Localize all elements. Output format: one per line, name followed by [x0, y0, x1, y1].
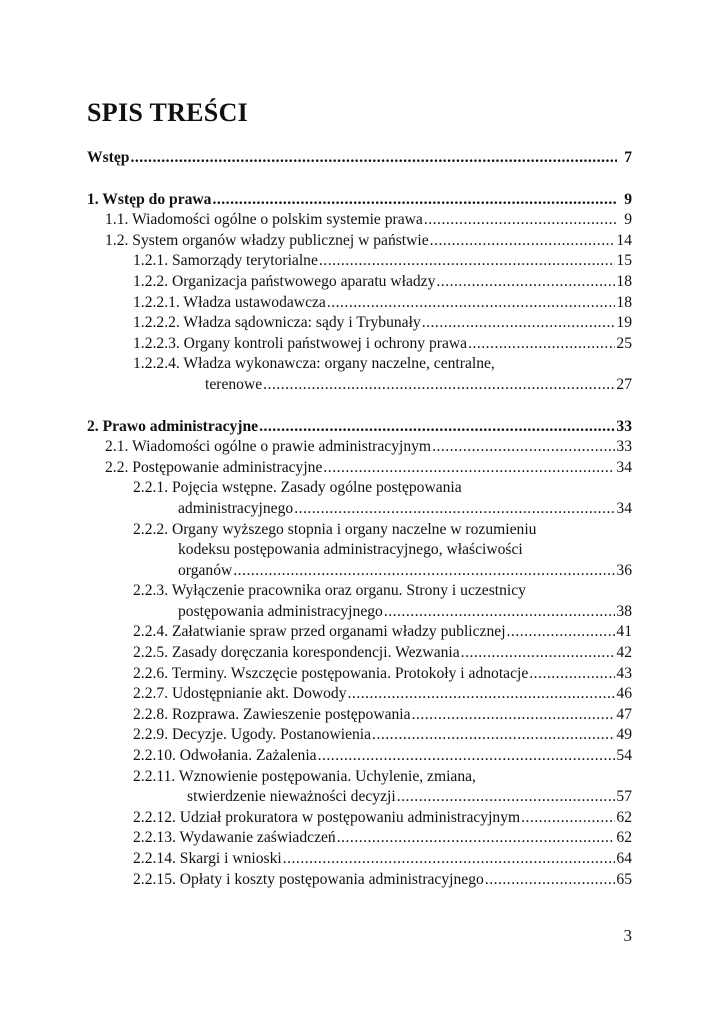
toc-entry-row	[133, 293, 632, 314]
dot-leader	[397, 787, 616, 808]
toc-entry	[87, 767, 632, 808]
toc-entry-text: 1.2. System organów władzy publicznej w państwie	[105, 231, 429, 249]
toc-entry-text: 2.2.3. Wyłączenie pracownika oraz organu. Strony i uczestnicy	[133, 582, 526, 600]
toc-entry-row	[133, 787, 632, 808]
toc-page-number: 7	[624, 149, 632, 166]
toc-entry-text: 2.2.8. Rozprawa. Zawieszenie postępowania	[133, 705, 411, 723]
toc-page-number: 9	[624, 211, 632, 229]
toc-entry-row	[105, 210, 632, 231]
toc-entry-row	[133, 849, 632, 870]
toc-entry	[87, 231, 632, 252]
dot-leader	[337, 828, 616, 849]
toc-page-number: 42	[616, 644, 632, 662]
toc-entry-text: 2.2.7. Udostępnianie akt. Dowody	[133, 685, 347, 703]
dot-leader	[372, 725, 615, 746]
toc-page-number: 64	[616, 850, 632, 867]
toc-entry-text: 1.2.2. Organizacja państwowego aparatu władzy	[133, 272, 436, 290]
dot-leader	[212, 190, 617, 211]
toc-entry-text: 2.2.4. Załatwianie spraw przed organami władzy publicznej	[133, 623, 506, 641]
toc-entry-text: 2.2.2. Organy wyższego stopnia i organy naczelne w rozumieniu	[133, 520, 537, 538]
page-title: SPIS TREŚCI	[87, 98, 249, 127]
toc-entry-row	[133, 684, 632, 705]
dot-leader	[422, 313, 616, 334]
toc-page-number: 18	[616, 293, 632, 311]
toc-entry	[87, 808, 632, 829]
toc-entry-row	[133, 561, 632, 582]
toc-entry	[87, 725, 632, 746]
dot-leader	[468, 334, 615, 355]
toc-page-number: 47	[616, 705, 632, 723]
dot-leader	[323, 458, 615, 479]
toc-entry-row	[133, 313, 632, 334]
toc-entry	[87, 210, 632, 231]
toc-entry-text: 2.2.1. Pojęcia wstępne. Zasady ogólne postępowania	[133, 479, 462, 497]
toc-entry	[87, 622, 632, 643]
toc-entry-row	[87, 190, 632, 211]
toc-entry-text: 2.2.11. Wznowienie postępowania. Uchylenie, zmiana,	[133, 767, 476, 785]
toc-page-number: 14	[616, 231, 632, 249]
toc-entry	[87, 313, 632, 334]
toc-entry-row	[133, 251, 632, 272]
toc-entry-row	[133, 705, 632, 726]
toc-page-number: 54	[616, 747, 632, 765]
toc-entry-text: 2.2. Postępowanie administracyjne	[105, 458, 323, 476]
toc-entry-row	[133, 725, 632, 746]
table-of-contents	[87, 148, 632, 890]
toc-entry	[87, 478, 632, 519]
dot-leader	[318, 746, 616, 767]
toc-page-number: 34	[616, 458, 632, 476]
toc-entry-row	[133, 870, 632, 891]
toc-page-number: 36	[616, 561, 632, 579]
toc-page-number: 57	[616, 788, 632, 806]
dot-leader	[283, 849, 616, 870]
dot-leader	[130, 148, 617, 169]
toc-page-number: 33	[616, 438, 632, 456]
toc-page-number: 65	[616, 870, 632, 888]
toc-entry	[87, 190, 632, 211]
toc-entry-row	[133, 808, 632, 829]
toc-entry-row	[133, 828, 632, 849]
dot-leader	[485, 870, 616, 891]
toc-entry	[87, 334, 632, 355]
toc-page-number: 62	[616, 808, 632, 826]
dot-leader	[259, 417, 615, 438]
toc-entry-text: terenowe	[205, 375, 263, 393]
toc-entry-text: postępowania administracyjnego	[178, 602, 383, 620]
section-gap	[87, 396, 632, 417]
toc-page-number: 49	[616, 726, 632, 744]
toc-entry-row	[133, 746, 632, 767]
toc-entry	[87, 684, 632, 705]
toc-entry-row	[133, 664, 632, 685]
toc-entry	[87, 705, 632, 726]
toc-entry-text: 2.2.9. Decyzje. Ugody. Postanowienia	[133, 726, 372, 744]
toc-entry-text: 1.2.2.3. Organy kontroli państwowej i ochrony prawa	[133, 334, 468, 352]
toc-page-number: 41	[616, 623, 632, 641]
toc-entry-row	[133, 272, 632, 293]
toc-entry	[87, 870, 632, 891]
toc-page-number: 46	[616, 685, 632, 703]
toc-entry	[87, 272, 632, 293]
toc-entry-text: 2.2.12. Udział prokuratora w postępowaniu administracyjnym	[133, 808, 521, 826]
toc-entry-text: stwierdzenie nieważności decyzji	[187, 788, 396, 806]
dot-leader	[384, 602, 616, 623]
toc-entry	[87, 354, 632, 395]
page-number: 3	[623, 926, 632, 945]
toc-entry	[87, 520, 632, 582]
toc-entry-text: 1.2.2.2. Władza sądownicza: sądy i Trybunały	[133, 314, 421, 332]
toc-page-number: 43	[616, 664, 632, 682]
toc-entry-text: 2.2.14. Skargi i wnioski	[133, 850, 282, 867]
toc-entry	[87, 458, 632, 479]
dot-leader	[436, 272, 615, 293]
dot-leader	[432, 437, 615, 458]
toc-entry	[87, 746, 632, 767]
toc-entry-row	[133, 602, 632, 623]
toc-page-number: 27	[616, 375, 632, 393]
toc-page-number: 18	[616, 272, 632, 290]
toc-entry-row	[133, 643, 632, 664]
toc-entry-text: 1.2.2.1. Władza ustawodawcza	[133, 293, 326, 311]
toc-entry	[87, 293, 632, 314]
dot-leader	[327, 293, 616, 314]
section-gap	[87, 169, 632, 190]
dot-leader	[412, 705, 616, 726]
dot-leader	[263, 375, 615, 396]
toc-entry-text: 2.2.10. Odwołania. Zażalenia	[133, 747, 317, 765]
toc-entry-row	[105, 458, 632, 479]
toc-entry-text: 2.1. Wiadomości ogólne o prawie administracyjnym	[105, 438, 432, 456]
dot-leader	[233, 561, 615, 582]
toc-entry-row	[87, 417, 632, 438]
toc-entry-text: 1.2.1. Samorządy terytorialne	[133, 252, 318, 270]
toc-entry-text: 2.2.6. Terminy. Wszczęcie postępowania. Protokoły i adnotacje	[133, 664, 529, 682]
dot-leader	[461, 643, 616, 664]
toc-page-number: 38	[616, 602, 632, 620]
toc-entry-text: 1.1. Wiadomości ogólne o polskim systemie prawa	[105, 211, 423, 229]
toc-entry-row	[133, 375, 632, 396]
toc-entry-text: Wstęp	[87, 149, 130, 166]
toc-page-number: 62	[616, 829, 632, 847]
dot-leader	[424, 210, 617, 231]
toc-entry-text: 1.2.2.4. Władza wykonawcza: organy naczelne, centralne,	[133, 355, 495, 373]
toc-entry-text: 2. Prawo administracyjne	[87, 417, 259, 435]
dot-leader	[507, 622, 616, 643]
toc-entry-text: administracyjnego	[178, 499, 294, 517]
toc-entry	[87, 251, 632, 272]
dot-leader	[521, 808, 615, 829]
toc-entry-row	[133, 499, 632, 520]
toc-entry-text: 2.2.15. Opłaty i koszty postępowania administracyjnego	[133, 870, 484, 888]
toc-entry-row	[133, 334, 632, 355]
dot-leader	[294, 499, 615, 520]
toc-entry-row	[87, 148, 632, 169]
toc-page-number: 25	[616, 334, 632, 352]
toc-entry	[87, 849, 632, 870]
toc-page-number: 33	[616, 417, 632, 435]
toc-entry	[87, 664, 632, 685]
toc-entry	[87, 437, 632, 458]
dot-leader	[529, 664, 615, 685]
toc-entry-text: 1. Wstęp do prawa	[87, 190, 212, 208]
toc-page-number: 19	[616, 314, 632, 332]
toc-entry-text: 2.2.5. Zasady doręczania korespondencji. Wezwania	[133, 644, 460, 662]
toc-entry	[87, 581, 632, 622]
dot-leader	[430, 231, 616, 252]
toc-entry	[87, 643, 632, 664]
toc-entry-text: organów	[178, 561, 233, 579]
dot-leader	[319, 251, 616, 272]
toc-entry	[87, 148, 632, 169]
toc-page-number: 15	[616, 252, 632, 270]
toc-entry-row	[105, 231, 632, 252]
toc-entry	[87, 417, 632, 438]
toc-page-number: 34	[616, 499, 632, 517]
toc-entry-text: 2.2.13. Wydawanie zaświadczeń	[133, 829, 336, 847]
toc-entry	[87, 828, 632, 849]
toc-entry-row	[105, 437, 632, 458]
dot-leader	[348, 684, 616, 705]
toc-page-number: 9	[624, 190, 632, 208]
toc-entry-row	[133, 622, 632, 643]
toc-entry-text: kodeksu postępowania administracyjnego, właściwości	[178, 541, 523, 559]
